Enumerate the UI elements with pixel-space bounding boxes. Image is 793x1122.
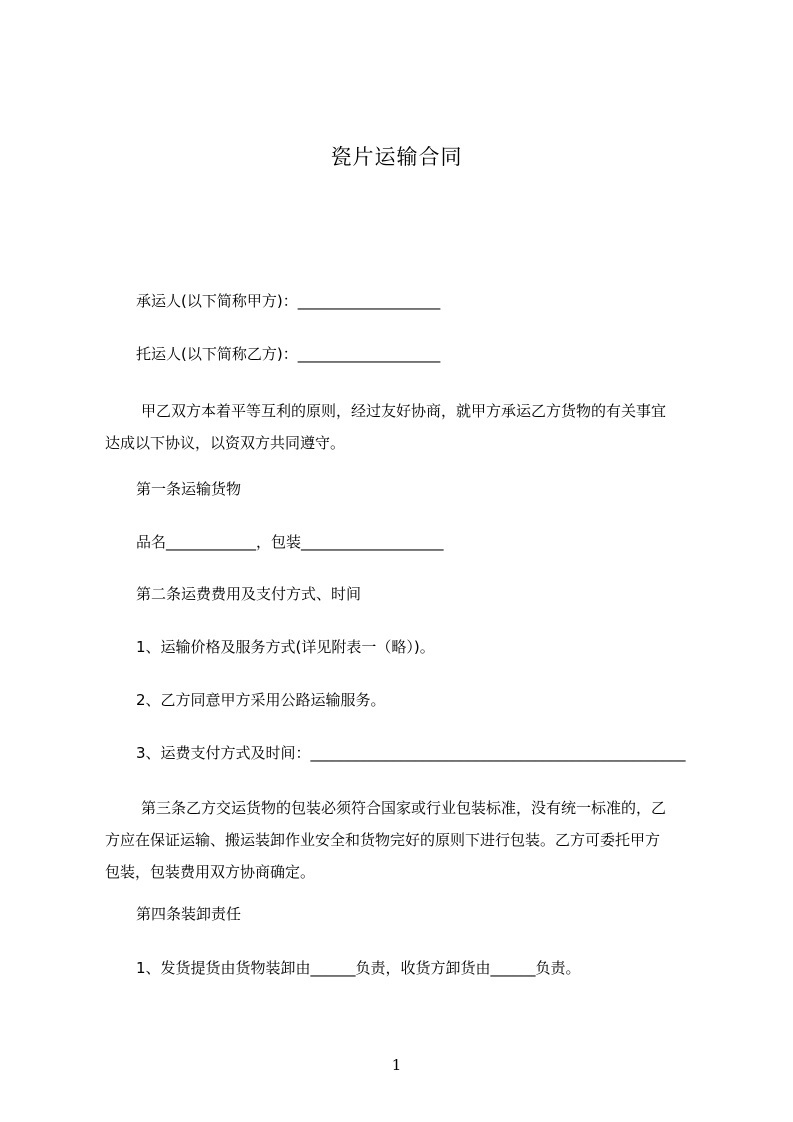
page-number: 1 <box>391 1056 402 1074</box>
article-3-line-2: 方应在保证运输、搬运装卸作业安全和货物完好的原则下进行包装。乙方可委托甲方 <box>105 831 661 849</box>
article-2-item-2: 2、乙方同意甲方采用公路运输服务。 <box>136 691 386 709</box>
shipper-line: 托运人(以下简称乙方)：___________________ <box>136 345 441 363</box>
carrier-line: 承运人(以下简称甲方)：___________________ <box>136 292 441 310</box>
article-2-item-3: 3、运费支付方式及时间：__________________________________________________ <box>136 744 686 762</box>
article-3-paragraph <box>105 797 701 883</box>
article-3-line-1: 第三条乙方交运货物的包装必须符合国家或行业包装标准，没有统一标准的，乙 <box>141 799 667 817</box>
article-2-item-1: 1、运输价格及服务方式(详见附表一（略）)。 <box>136 638 435 656</box>
article-4-item-1: 1、发货提货由货物装卸由______负责，收货方卸货由______负责。 <box>136 959 581 977</box>
article-1-item: 品名____________，包装___________________ <box>136 533 444 551</box>
document-title: 瓷片运输合同 <box>330 145 463 169</box>
article-4-heading: 第四条装卸责任 <box>136 905 242 923</box>
article-2-heading: 第二条运费费用及支付方式、时间 <box>136 585 362 603</box>
preamble-paragraph <box>105 400 701 454</box>
preamble-line-1: 甲乙双方本着平等互利的原则，经过友好协商，就甲方承运乙方货物的有关事宜 <box>141 402 667 420</box>
article-3-line-3: 包装，包装费用双方协商确定。 <box>105 863 316 881</box>
article-1-heading: 第一条运输货物 <box>136 480 242 498</box>
preamble-line-2: 达成以下协议，以资双方共同遵守。 <box>105 434 346 452</box>
